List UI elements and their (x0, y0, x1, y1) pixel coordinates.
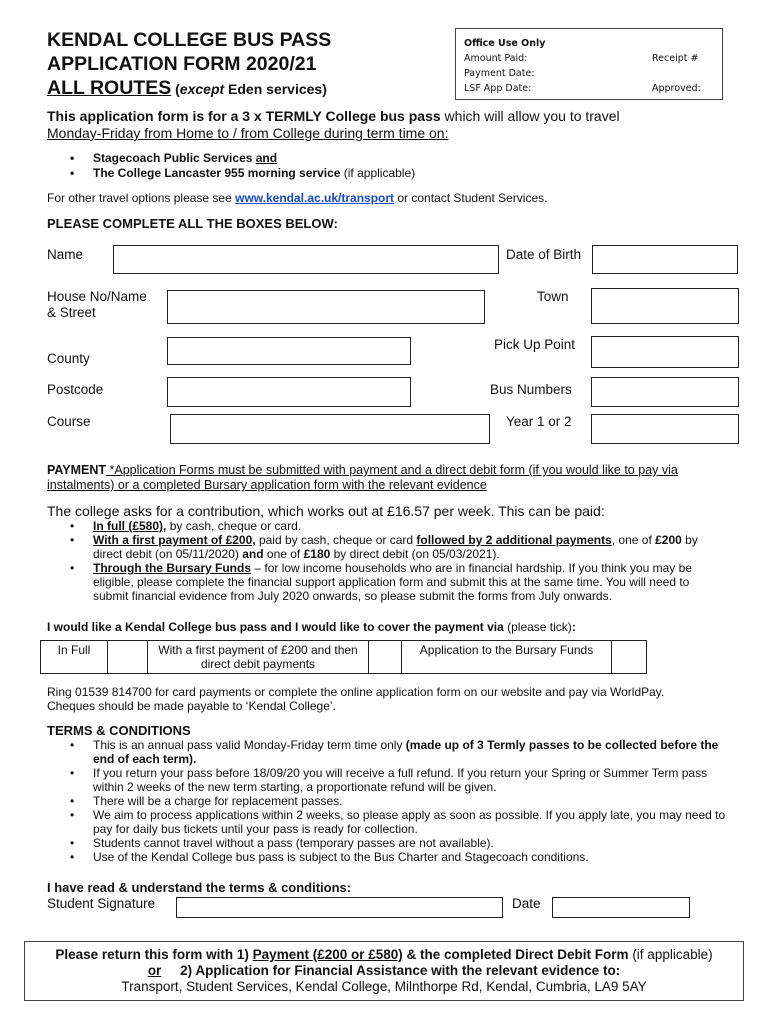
date-input[interactable] (552, 897, 690, 918)
office-payment-date: Payment Date: (464, 68, 535, 79)
postcode-label: Postcode (47, 382, 104, 397)
year-input[interactable] (591, 414, 739, 444)
terms-heading: TERMS & CONDITIONS (47, 723, 191, 738)
title-paren: ( (171, 81, 180, 97)
intro-bold: This application form is for a 3 x TERMLY College bus pass (47, 108, 441, 124)
office-lsf-date: LSF App Date: (464, 83, 532, 94)
signature-input[interactable] (176, 897, 503, 918)
county-label: County (47, 351, 90, 366)
bus-numbers-input[interactable] (591, 377, 739, 407)
year-label: Year 1 or 2 (506, 414, 572, 429)
cover-bold: I would like a Kendal College bus pass and I would like to cover the payment via (47, 620, 504, 634)
read-terms-heading: I have read & understand the terms & conditions: (47, 880, 352, 895)
footer-address: Transport, Student Services, Kendal College, Milnthorpe Rd, Kendal, Cumbria, LA9 5AY (121, 979, 647, 994)
term1-text: This is an annual pass valid Monday-Friday term time only (93, 738, 406, 752)
house-label (47, 289, 147, 321)
title-all-routes: ALL ROUTES (47, 77, 172, 99)
term-item: • There will be a charge for replacement passes. (47, 794, 727, 808)
payment-options-list (47, 519, 727, 603)
cover-colon: : (571, 620, 576, 634)
term-item: • Use of the Kendal College bus pass is subject to the Bus Charter and Stagecoach conditions. (47, 850, 727, 864)
opt2-bold1: With a first payment of £200, (93, 533, 256, 547)
term-item: • Students cannot travel without a pass (temporary passes are not available). (47, 836, 727, 850)
payment-option (47, 519, 727, 533)
opt3-rest: – for low income households who are in financial hardship. If you think you may be eligible, please complete the financial support application form and submit this at the same time. You will need to submit financial evidence from July 2020 onwards, so please submit the forms from July onwards. (93, 561, 692, 603)
title-line-3 (47, 76, 331, 101)
payment-heading (47, 463, 747, 493)
house-input[interactable] (167, 290, 485, 324)
course-input[interactable] (170, 414, 490, 444)
service-item (47, 151, 415, 166)
town-input[interactable] (591, 288, 739, 324)
intro-text (47, 108, 747, 142)
payment-note: *Application Forms must be submitted with payment and a direct debit form (if you would like to pay via instalments) or a completed Bursary application form with the relevant evidence (47, 463, 678, 492)
dob-label: Date of Birth (506, 247, 582, 262)
opt1-bold: In full (£580), (93, 519, 167, 533)
service-item (47, 166, 415, 181)
bus-numbers-label: Bus Numbers (490, 382, 572, 397)
office-heading: Office Use Only (464, 38, 546, 49)
pickup-input[interactable] (591, 336, 739, 368)
office-approved: Approved: (652, 83, 701, 94)
footer-l2: 2) Application for Financial Assistance with the relevant evidence to: (180, 963, 621, 978)
services-list (47, 151, 415, 181)
first-payment-tickbox[interactable] (369, 641, 402, 674)
opt2-rest2: by direct debit (on 05/11/2020) (93, 533, 698, 561)
dob-input[interactable] (592, 245, 738, 274)
opt3-bold: Through the Bursary Funds (93, 561, 252, 575)
first-payment-label: With a first payment of £200 and then direct debit payments (148, 641, 369, 674)
office-use-box (455, 28, 723, 100)
return-instructions (24, 941, 744, 1001)
contribution-text: The college asks for a contribution, which works out at £16.57 per week. This can be paid: (47, 503, 605, 519)
intro-rest: which will allow you to travel (440, 108, 620, 124)
in-full-label: In Full (41, 641, 108, 674)
bursary-tickbox[interactable] (612, 641, 647, 674)
terms-list (47, 738, 727, 864)
service-stagecoach: Stagecoach Public Services (93, 151, 256, 165)
opt2-amt2: £180 (303, 547, 331, 561)
cover-payment-text (47, 620, 576, 634)
opt2-bold2: followed by 2 additional payments (416, 533, 612, 547)
service-note: (if applicable) (340, 166, 416, 180)
form-heading: PLEASE COMPLETE ALL THE BOXES BELOW: (47, 216, 338, 231)
other-travel-options (47, 191, 547, 205)
other-suffix: or contact Student Services. (394, 191, 548, 205)
ring-info (47, 685, 747, 713)
office-amount-paid: Amount Paid: (464, 53, 528, 64)
pickup-label: Pick Up Point (494, 337, 576, 352)
opt2-and: and (242, 547, 264, 561)
term1-bold: (made up of 3 Termly passes to be collected before the end of each term). (93, 738, 719, 766)
service-955: The College Lancaster 955 morning service (93, 166, 341, 180)
office-receipt: Receipt # (652, 53, 699, 64)
opt2-rest4: by direct debit (on 05/03/2021). (330, 547, 500, 561)
town-label: Town (537, 289, 569, 304)
service-and: and (255, 151, 278, 165)
course-label: Course (47, 414, 91, 429)
other-prefix: For other travel options please see (47, 191, 236, 205)
footer-l1-note: (if applicable) (628, 947, 713, 962)
form-title (47, 28, 331, 101)
transport-link[interactable]: www.kendal.ac.uk/transport (235, 191, 395, 205)
cover-norm: (please tick) (503, 620, 572, 634)
date-label: Date (512, 896, 541, 911)
title-line-2: APPLICATION FORM 2020/21 (47, 53, 317, 75)
bursary-label: Application to the Bursary Funds (402, 641, 612, 674)
title-except-rest: Eden services) (224, 81, 327, 97)
signature-label: Student Signature (47, 896, 156, 911)
footer-l1-dd: & the completed Direct Debit Form (402, 947, 629, 962)
payment-title: PAYMENT (47, 463, 107, 477)
title-except: except (179, 81, 225, 97)
name-input[interactable] (113, 245, 499, 274)
payment-choice-table (40, 640, 647, 674)
opt2-amt1: £200 (655, 533, 682, 547)
opt2-mid: paid by cash, cheque or card (255, 533, 417, 547)
title-line-1: KENDAL COLLEGE BUS PASS (47, 29, 332, 51)
footer-l1-bold: Please return this form with 1) (55, 947, 253, 962)
opt1-rest: by cash, cheque or card. (166, 519, 302, 533)
footer-l1-payment: Payment (£200 or £580) (252, 947, 403, 962)
county-input[interactable] (167, 337, 411, 365)
ring-line1: Ring 01539 814700 for card payments or complete the online application form on our website and pay via WorldPay. (47, 685, 665, 699)
opt2-rest3: one of (263, 547, 304, 561)
postcode-input[interactable] (167, 377, 411, 407)
term-item: • We aim to process applications within 2 weeks, so please apply as soon as possible. If you apply late, you may need to pay for daily bus tickets until your pass is ready for collection. (47, 808, 727, 836)
in-full-tickbox[interactable] (108, 641, 148, 674)
house-label-line2: & Street (47, 305, 96, 320)
footer-or: or (147, 963, 162, 978)
intro-line2: Monday-Friday from Home to / from College during term time on: (47, 125, 449, 141)
name-label: Name (47, 247, 84, 262)
opt2-rest1: , one of (611, 533, 656, 547)
payment-option (47, 533, 727, 561)
payment-option (47, 561, 727, 603)
term-item (47, 738, 727, 766)
house-label-line1: House No/Name (47, 289, 147, 304)
term-item: • If you return your pass before 18/09/20 you will receive a full refund. If you return your Spring or Summer Term pass within 2 weeks of the new term starting, a proportionate refund will be given. (47, 766, 727, 794)
ring-line2: Cheques should be made payable to ‘Kendal College’. (47, 699, 336, 713)
